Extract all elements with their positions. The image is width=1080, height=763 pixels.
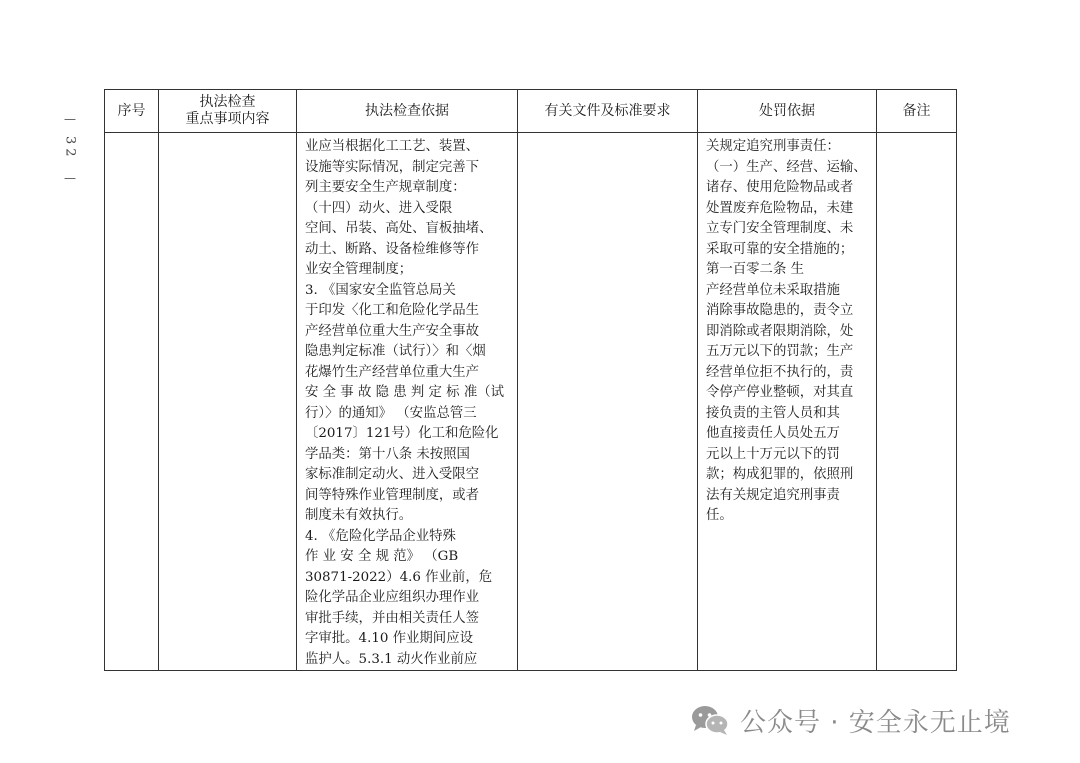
enforcement-table: [104, 89, 957, 671]
wechat-icon: [690, 703, 730, 737]
cell-seq-text: [105, 133, 158, 137]
header-penalty: 处罚依据: [698, 90, 877, 133]
cell-penalty-text: 关规定追究刑事责任： （一）生产、经营、运输、 诸存、使用危险物品或者 处置废弃危险物品，未建 立专门安全管理制度、未 采取可靠的安全措施的； 第一百零二条 生 产经营单位未采取措施 消除事故隐患的，责令立 即消除或者限期消除，处 五万元以下的罚款；生产 经营单位拒不执行的，责 令停产停业整顿，对其直 接负责的主管人员和其 他直接责任人员处五万 元以上十万元以下的罚 款；构成犯罪的，依照刑 法有关规定追究刑事责 任。: [706, 139, 867, 523]
header-standards: 有关文件及标准要求: [518, 90, 698, 133]
cell-standards-text: [518, 133, 697, 137]
cell-remarks-text: [877, 133, 956, 137]
page-number-digits: 32: [62, 136, 78, 161]
table-row: [105, 133, 957, 671]
header-remarks: 备注: [877, 90, 957, 133]
table-header-row: [105, 90, 957, 133]
cell-items-text: [159, 133, 296, 137]
cell-standards: [518, 133, 698, 671]
page-number: [58, 112, 82, 202]
cell-penalty: [698, 133, 877, 671]
watermark-text: 公众号 · 安全永无止境: [740, 707, 1011, 738]
cell-items: [159, 133, 297, 671]
cell-remarks: [877, 133, 957, 671]
page-number-dash-bottom: —: [64, 170, 76, 185]
cell-basis-text: 业应当根据化工工艺、装置、 设施等实际情况，制定完善下 列主要安全生产规章制度： （十四）动火、进入受限 空间、吊装、高处、盲板抽堵、 动土、断路、设备检维修等作 业安全管理制度； 3. 《国家安全监管总局关 于印发〈化工和危险化学品生 产经营单位重大生产安全事故 隐患判定标准（试行）〉和〈烟 花爆竹生产经营单位重大生产 安 全 事 故 隐 患 判 定 标 准（试 行）〉的通知》 （安监总管三 〔2017〕121号）化工和危险化 学品类：第十八条 未按照国 家标准制定动火、进入受限空 间等特殊作业管理制度，或者 制度未有效执行。 4. 《危险化学品企业特殊 作 业 安 全 规 范》 （GB 30871-2022）4.6 作业前，危 险化学品企业应组织办理作业 审批手续，并由相关责任人签 字审批。4.10 作业期间应设 监护人。5.3.1 动火作业前应: [305, 139, 504, 667]
cell-seq: [105, 133, 159, 671]
header-items: 执法检查 重点事项内容: [159, 90, 297, 133]
header-basis: 执法检查依据: [297, 90, 518, 133]
header-seq: 序号: [105, 90, 159, 133]
watermark: [690, 700, 1011, 740]
page-number-dash-top: —: [64, 112, 76, 126]
cell-basis: [297, 133, 518, 671]
